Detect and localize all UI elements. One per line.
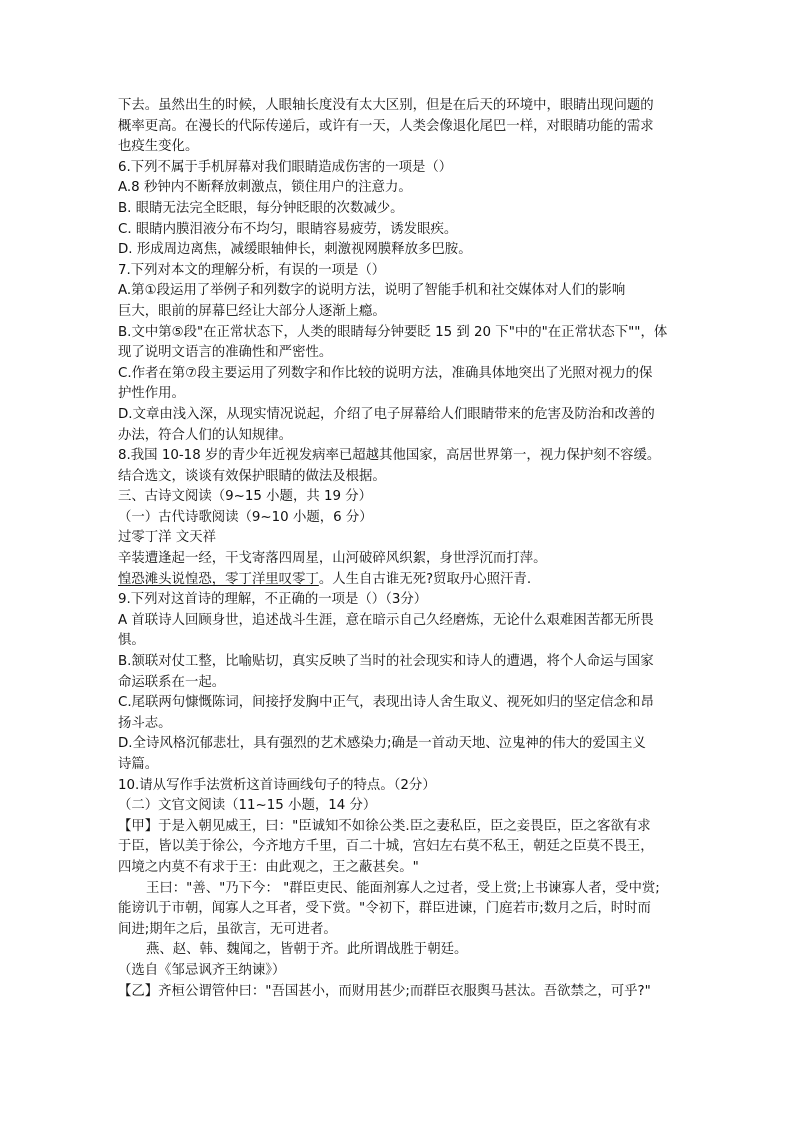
line-text: （选自《邹忌讽齐王纳谏》） <box>118 962 286 978</box>
text-line <box>118 879 690 900</box>
line-text: 护性作用。 <box>118 386 185 402</box>
line-text: 办法，符合人们的认知规律。 <box>118 427 293 443</box>
text-line <box>118 343 690 364</box>
line-text: 7.下列对本文的理解分析，有误的一项是（） <box>118 262 386 278</box>
text-line <box>118 117 690 138</box>
text-line <box>118 982 690 1003</box>
text-line <box>118 467 690 488</box>
line-text: 于臣，皆以美于徐公，今齐地方千里，百二十城，宫妇左右莫不私王，朝廷之臣莫不畏王， <box>118 839 654 855</box>
line-text: 【甲】于是入朝见威王，曰："臣诚知不如徐公类.臣之妻私臣，臣之妾畏臣，臣之客欲有求 <box>118 818 651 834</box>
text-line <box>118 920 690 941</box>
text-line <box>118 899 690 920</box>
text-line <box>118 158 690 179</box>
text-line <box>118 508 690 529</box>
text-line <box>118 734 690 755</box>
text-line <box>118 261 690 282</box>
line-text: B.颔联对仗工整，比喻贴切，真实反映了当时的社会现实和诗人的遭遇，将个人命运与国家 <box>118 654 654 670</box>
text-line <box>118 837 690 858</box>
text-line <box>118 487 690 508</box>
line-text: （二）文官文阅读（11~15 小题，14 分） <box>118 798 377 814</box>
text-line <box>118 858 690 879</box>
text-line <box>118 528 690 549</box>
line-text: 四境之内莫不有求于王：由此观之，王之蔽甚矣。" <box>118 859 419 875</box>
text-line <box>118 384 690 405</box>
line-text: A 首联诗人回顾身世，追述战斗生涯，意在暗示自己久经磨炼，无论什么艰难困苦都无所畏 <box>118 612 654 628</box>
line-text: C. 眼睛内膜泪液分布不均匀，眼睛容易疲劳，诱发眼疾。 <box>118 221 458 237</box>
line-text: 。人生自古谁无死?贸取丹心照汗青. <box>318 571 532 587</box>
line-text: 惧。 <box>118 633 145 649</box>
text-line <box>118 137 690 158</box>
text-line <box>118 776 690 797</box>
line-text: C.作者在第⑦段主要运用了列数字和作比较的说明方法，准确具体地突出了光照对视力的保 <box>118 365 653 381</box>
text-line <box>118 240 690 261</box>
text-line <box>118 426 690 447</box>
text-line <box>118 364 690 385</box>
text-line <box>118 652 690 673</box>
underlined-verse: 惶恐滩头说惶恐，零丁洋里叹零丁 <box>118 571 319 587</box>
line-text: （一）古代诗歌阅读（9~10 小题，6 分） <box>118 509 373 525</box>
text-line <box>118 281 690 302</box>
text-line <box>118 590 690 611</box>
text-line <box>118 549 690 570</box>
line-text: B.文中第⑤段"在正常状态下，人类的眼睛每分钟要眨 15 到 20 下"中的"在正常状态下""，体 <box>118 324 668 340</box>
text-line <box>118 302 690 323</box>
line-text: D. 形成周边离焦，减缓眼轴伸长，刺激视网膜释放多巴胺。 <box>118 242 472 258</box>
text-line <box>118 755 690 776</box>
line-text: 6.下列不属于手机屏幕对我们眼睛造成伤害的一项是（） <box>118 159 453 175</box>
text-line <box>118 199 690 220</box>
line-text: D.文章由浅入深，从现实情况说起，介绍了电子屏幕给人们眼睛带来的危害及防治和改善的 <box>118 406 655 422</box>
line-text: 概率更高。在漫长的代际传递后，或许有一天，人类会像退化尾巴一样，对眼睛功能的需求 <box>118 118 654 134</box>
line-text: 能谤讥于市朝，闻寡人之耳者，受下赏。"令初下，群臣进谏，门庭若市;数月之后，时时而 <box>118 901 651 917</box>
line-text: 现了说明文语言的准确性和严密性。 <box>118 345 333 361</box>
line-text: 8.我国 10-18 岁的青少年近视发病率已超越其他国家，高居世界第一，视力保护刻不容缓。 <box>118 448 661 464</box>
text-line <box>118 940 690 961</box>
line-text: 巨大，眼前的屏幕巳经让大部分人逐渐上瘾。 <box>118 303 386 319</box>
text-line <box>118 673 690 694</box>
line-text: B. 眼睛无法完全眨眼，每分钟眨眼的次数减少。 <box>118 200 404 216</box>
text-line <box>118 446 690 467</box>
line-text: 燕、赵、韩、魏闻之，皆朝于齐。此所谓战胜于朝廷。 <box>146 942 468 958</box>
line-text: A.第①段运用了举例子和列数字的说明方法，说明了智能手机和社交媒体对人们的影响 <box>118 283 626 299</box>
line-text: 【乙】齐桓公谓管仲曰："吾国甚小，而财用甚少;而群臣衣服舆马甚汰。吾欲禁之，可乎?" <box>118 983 651 999</box>
line-text: 10.请从写作手法赏析这首诗画线句子的特点。（2分） <box>118 777 436 793</box>
line-text: D.全诗风格沉郁悲壮，具有强烈的艺术感染力;确是一首动天地、泣鬼神的伟大的爱国主义 <box>118 736 646 752</box>
line-text: 诗篇。 <box>118 757 159 772</box>
text-line <box>118 817 690 838</box>
line-text: 结合选文，谈谈有效保护眼睛的做法及根据。 <box>118 468 386 484</box>
text-line <box>118 693 690 714</box>
line-text: 辛装遭逢起一经，干戈寄落四周星，山河破碎风织絮，身世浮沉而打萍。 <box>118 551 547 567</box>
line-text: 王曰："善、"乃下今： "群臣吏民、能面剂寡人之过者，受上赏;上书谏寡人者，受中赏; <box>146 880 660 896</box>
line-text: 间进;期年之后，虽欲言，无可进者。 <box>118 921 337 937</box>
text-line <box>118 178 690 199</box>
text-line <box>118 796 690 817</box>
line-text: 过零丁洋 文天祥 <box>118 530 216 546</box>
line-text: C.尾联两句慷慨陈词，间接抒发胸中正气，表现出诗人舍生取义、视死如归的坚定信念和昂 <box>118 695 654 711</box>
text-line <box>118 405 690 426</box>
text-line <box>118 714 690 735</box>
text-line <box>118 611 690 632</box>
text-line <box>118 631 690 652</box>
text-line <box>118 570 690 591</box>
text-line <box>118 323 690 344</box>
line-text: 三、古诗文阅读（9~15 小题，共 19 分） <box>118 489 373 505</box>
document-body <box>118 96 690 1002</box>
text-line <box>118 96 690 117</box>
text-line <box>118 220 690 241</box>
line-text: A.8 秒钟内不断释放刺激点，锁住用户的注意力。 <box>118 180 412 196</box>
line-text: 扬斗志。 <box>118 715 172 731</box>
line-text: 命运联系在一起。 <box>118 674 226 690</box>
line-text: 9.下列对这首诗的理解，不正确的一项是（）（3分） <box>118 592 428 608</box>
line-text: 下去。虽然出生的时候，人眼轴长度没有太大区别，但是在后天的环境中，眼睛出现问题的 <box>118 98 654 113</box>
text-line <box>118 961 690 982</box>
line-text: 也疫生变化。 <box>118 139 199 155</box>
